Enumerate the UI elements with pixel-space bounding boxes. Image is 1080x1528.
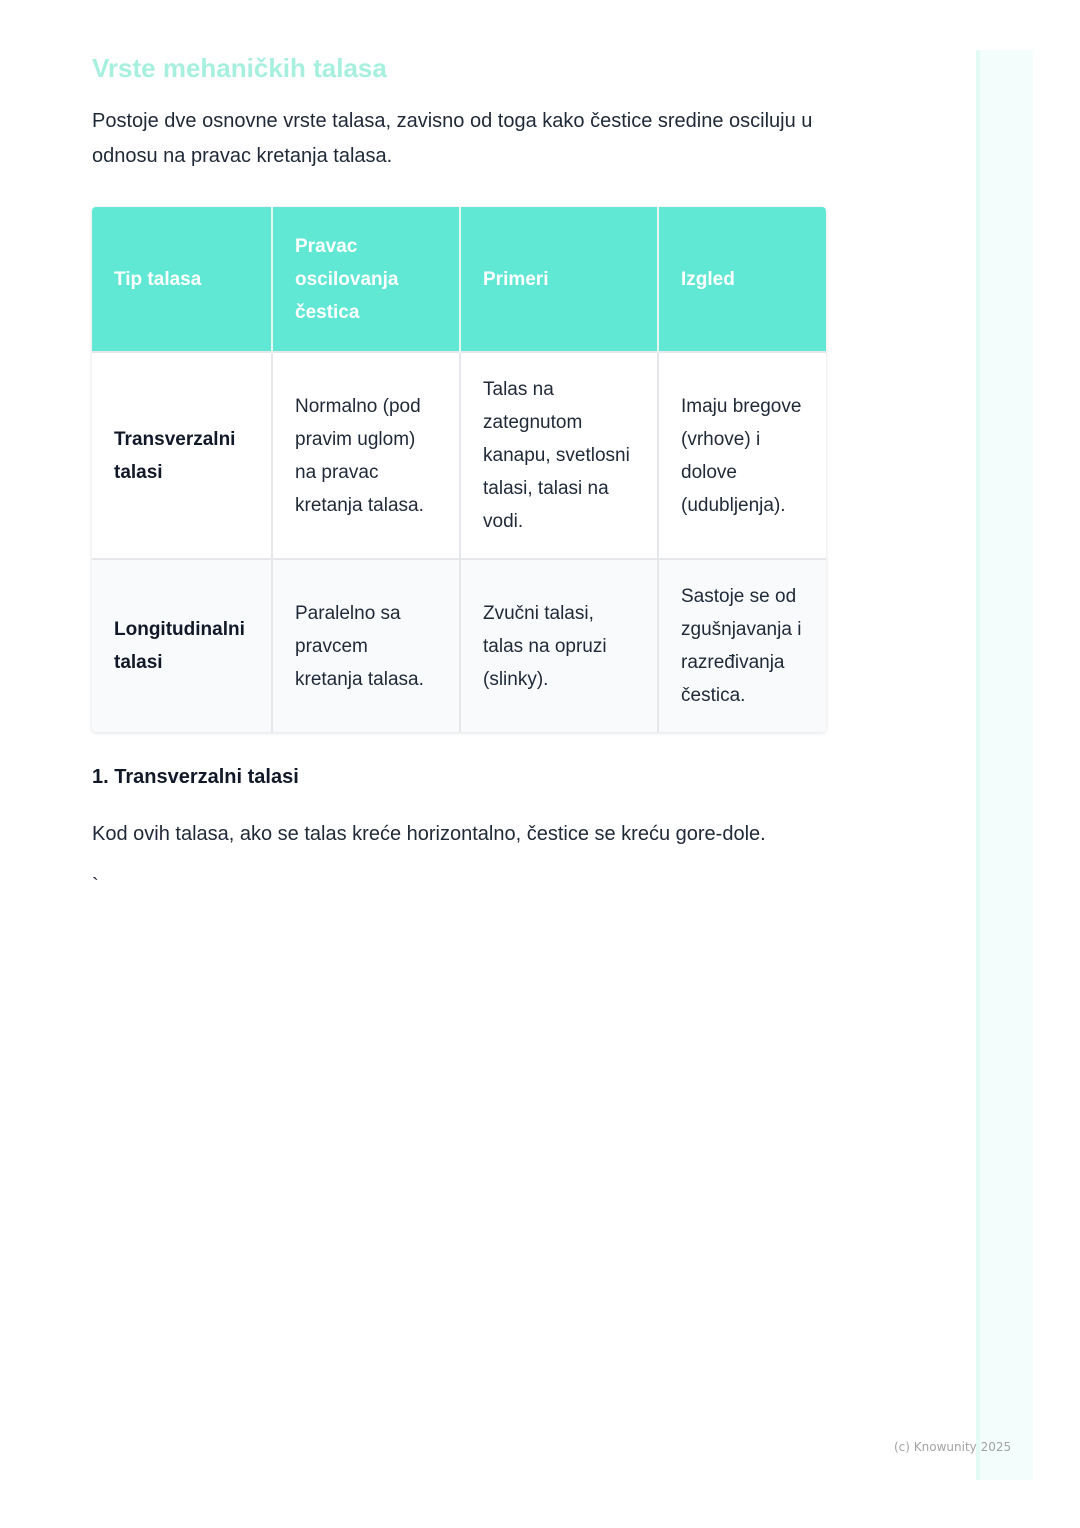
- page-title: Vrste mehaničkih talasa: [92, 53, 387, 83]
- wave-types-table: [92, 207, 826, 732]
- copyright-footer: (c) Knowunity 2025: [894, 1440, 1012, 1454]
- table-header-cell: Pravac oscilovanja čestica: [272, 207, 460, 352]
- table-cell: Zvučni talasi, talas na opruzi (slinky).: [460, 559, 658, 732]
- table-header-cell: Tip talasa: [92, 207, 272, 352]
- table-cell: Normalno (pod pravim uglom) na pravac kretanja talasa.: [272, 352, 460, 559]
- table-cell-type: Transverzalni talasi: [92, 352, 272, 559]
- table-header-cell: Primeri: [460, 207, 658, 352]
- table-row: [92, 352, 826, 559]
- table-cell: Imaju bregove (vrhove) i dolove (udubljenja).: [658, 352, 826, 559]
- intro-paragraph: Postoje dve osnovne vrste talasa, zavisno od toga kako čestice sredine osciluju u odnosu na pravac kretanja talasa.: [92, 110, 813, 167]
- table-header-cell: Izgled: [658, 207, 826, 352]
- section-paragraph: Kod ovih talasa, ako se talas kreće horizontalno, čestice se kreću gore-dole.: [92, 823, 766, 845]
- table-cell: Paralelno sa pravcem kretanja talasa.: [272, 559, 460, 732]
- table-header-row: [92, 207, 826, 352]
- stray-backtick: `: [92, 875, 99, 897]
- table-cell: Sastoje se od zgušnjavanja i razređivanja čestica.: [658, 559, 826, 732]
- side-band: [976, 50, 1033, 1480]
- table-row: [92, 559, 826, 732]
- section-heading: 1. Transverzalni talasi: [92, 766, 299, 788]
- table-cell: Talas na zategnutom kanapu, svetlosni talasi, talasi na vodi.: [460, 352, 658, 559]
- table-cell-type: Longitudinalni talasi: [92, 559, 272, 732]
